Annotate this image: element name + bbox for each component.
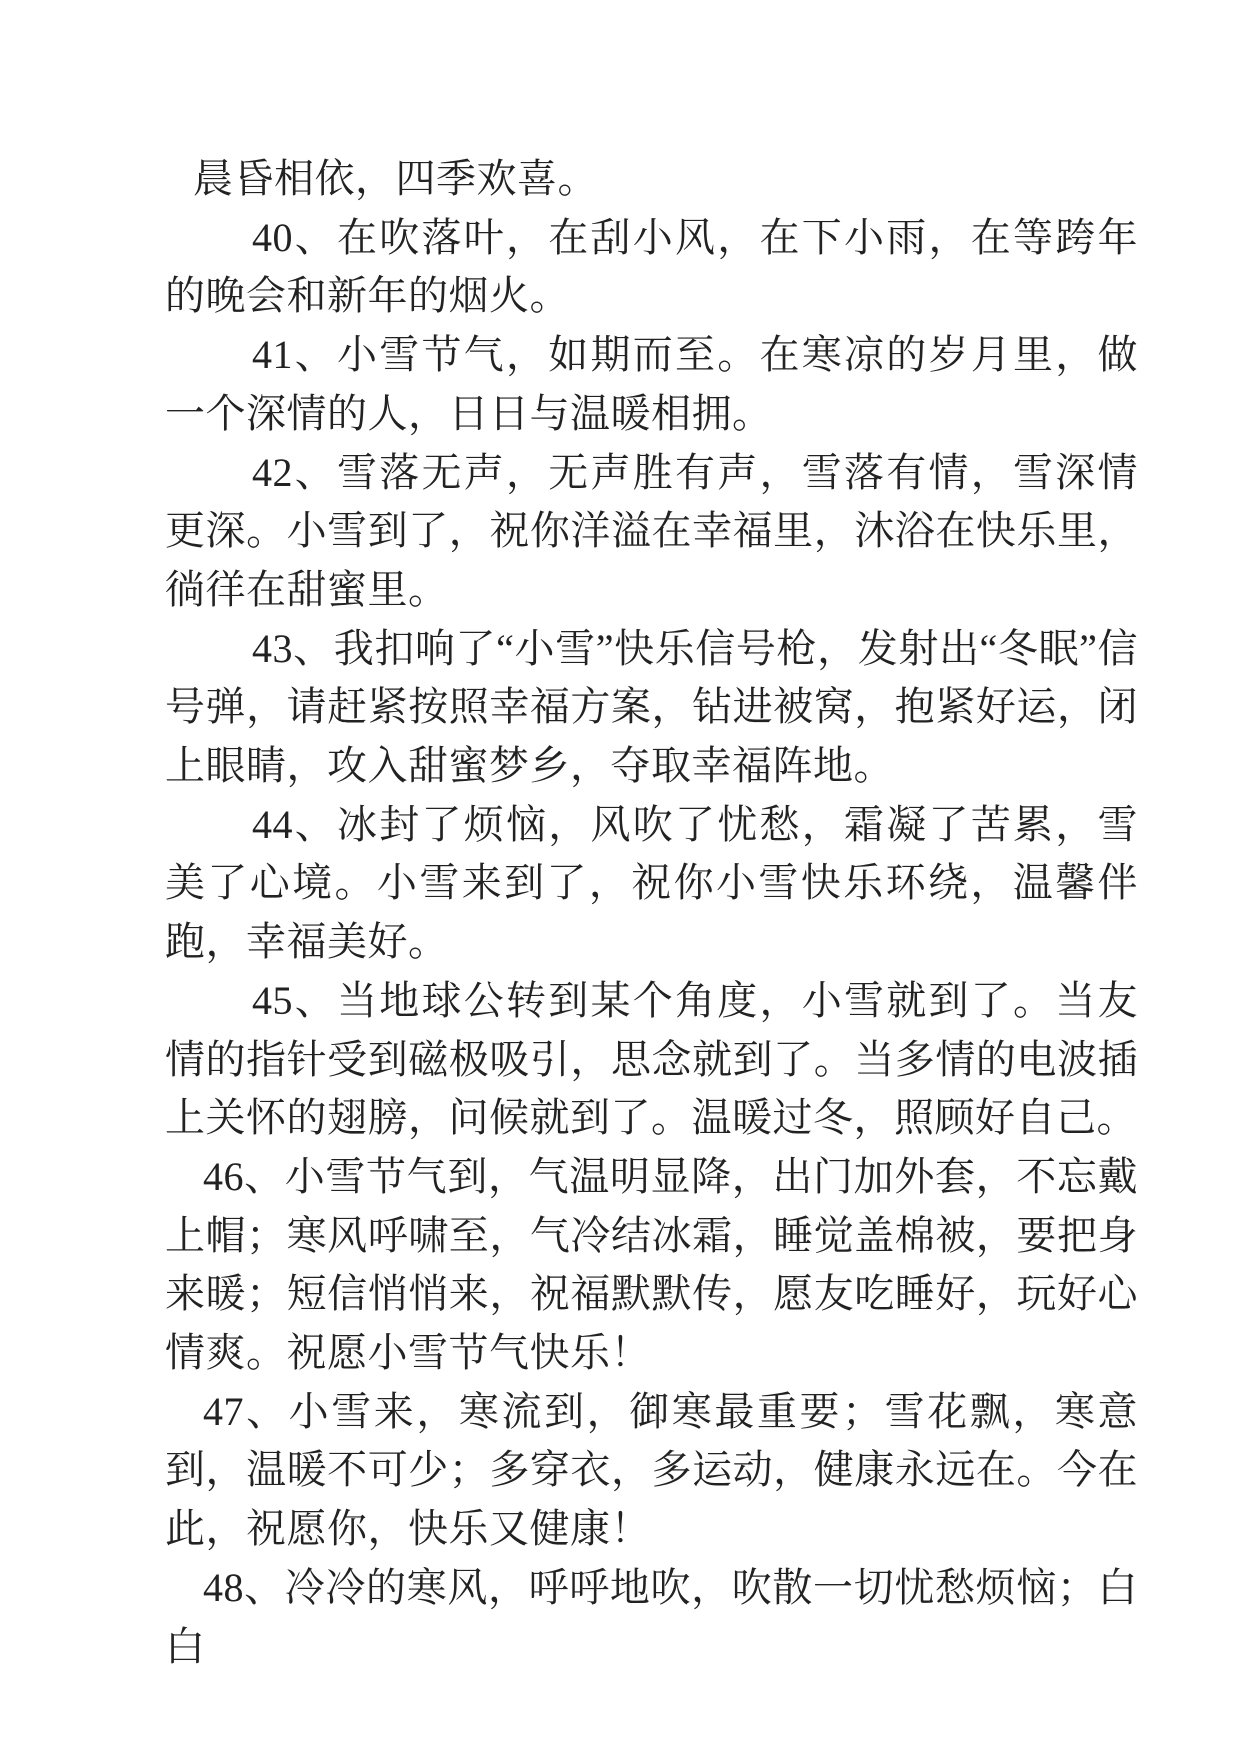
paragraph-42: 42、雪落无声，无声胜有声，雪落有情，雪深情更深。小雪到了，祝你洋溢在幸福里，沐浴在快乐里，徜徉在甜蜜里。 bbox=[165, 449, 1138, 612]
document-text-block bbox=[165, 150, 1138, 1676]
paragraph-40: 40、在吹落叶，在刮小风，在下小雨，在等跨年的晚会和新年的烟火。 bbox=[165, 214, 1138, 319]
paragraph-46: 46、小雪节气到，气温明显降，出门加外套，不忘戴上帽；寒风呼啸至，气冷结冰霜，睡觉盖棉被，要把身来暖；短信悄悄来，祝福默默传，愿友吃睡好，玩好心情爽。祝愿小雪节气快乐！ bbox=[165, 1153, 1138, 1376]
paragraph-continuation: 晨昏相依，四季欢喜。 bbox=[193, 156, 598, 201]
paragraph-41: 41、小雪节气，如期而至。在寒凉的岁月里，做一个深情的人，日日与温暖相拥。 bbox=[165, 332, 1138, 436]
paragraph-45: 45、当地球公转到某个角度，小雪就到了。当友情的指针受到磁极吸引，思念就到了。当多情的电波插上关怀的翅膀，问候就到了。温暖过冬，照顾好自己。 bbox=[165, 977, 1138, 1141]
paragraph-47: 47、小雪来，寒流到，御寒最重要；雪花飘，寒意到，温暖不可少；多穿衣，多运动，健康永远在。今在此，祝愿你，快乐又健康！ bbox=[165, 1388, 1138, 1552]
paragraph-48: 48、冷冷的寒风，呼呼地吹，吹散一切忧愁烦恼；白白 bbox=[165, 1564, 1138, 1669]
paragraph-44: 44、冰封了烦恼，风吹了忧愁，霜凝了苦累，雪美了心境。小雪来到了，祝你小雪快乐环绕，温馨伴跑，幸福美好。 bbox=[165, 801, 1138, 965]
paragraph-43: 43、我扣响了“小雪”快乐信号枪，发射出“冬眠”信号弹，请赶紧按照幸福方案，钻进被窝，抱紧好运，闭上眼睛，攻入甜蜜梦乡，夺取幸福阵地。 bbox=[165, 625, 1138, 789]
